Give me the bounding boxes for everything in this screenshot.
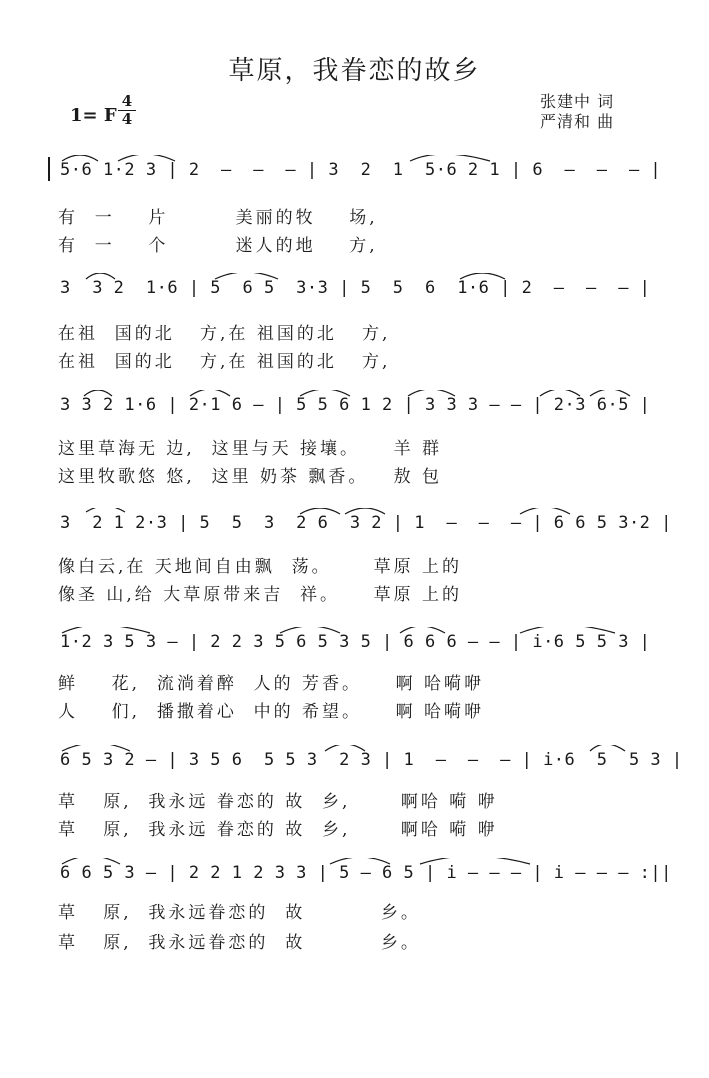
credits [540, 92, 614, 132]
notation-line: 3 2 1 2·3 | 5 5 3 2 6 3 2 | 1 — — — | 6 6 5 3·2 | [60, 513, 672, 533]
lyricist-credit: 张建中 词 [540, 92, 615, 111]
lyrics-verse-1: 有 一 片 美丽的牧 场, [58, 208, 378, 228]
time-signature [118, 93, 136, 128]
notation-line: 6 6 5 3 — | 2 2 1 2 3 3 | 5 — 6 5 | i — — — | i — — — :|| [60, 863, 672, 883]
lyrics-verse-2: 有 一 个 迷人的地 方, [58, 236, 378, 256]
song-title: 草原，我眷恋的故乡 [228, 56, 481, 86]
notation-line: 3 3 2 1·6 | 2·1 6 — | 5 5 6 1 2 | 3 3 3 — — | 2·3 6·5 | [60, 395, 651, 415]
lyrics-verse-1: 这里草海无 边, 这里与天 接壤。 羊 群 [58, 439, 443, 459]
lyrics-verse-1: 草 原, 我永远眷恋的 故 乡。 [58, 903, 421, 923]
lyrics-verse-1: 像白云,在 天地间自由飘 荡。 草原 上的 [58, 557, 463, 577]
lyrics-verse-2: 这里牧歌悠 悠, 这里 奶茶 飘香。 敖 包 [58, 467, 443, 487]
notation-line: 1·2 3 5 3 — | 2 2 3 5 6 5 3 5 | 6 6 6 — — | i·6 5 5 3 | [60, 632, 651, 652]
lyrics-verse-2: 在祖 国的北 方,在 祖国的北 方, [58, 352, 391, 372]
key-signature: 1= F [70, 105, 117, 126]
lyrics-verse-1: 鲜 花, 流淌着醉 人的 芳香。 啊 哈嗬咿 [58, 674, 485, 694]
left-barline [48, 157, 50, 181]
lyrics-verse-2: 像圣 山,给 大草原带来吉 祥。 草原 上的 [58, 585, 463, 605]
lyrics-verse-2: 草 原, 我永远 眷恋的 故 乡, 啊哈 嗬 咿 [58, 820, 498, 840]
lyrics-verse-1: 草 原, 我永远 眷恋的 故 乡, 啊哈 嗬 咿 [58, 792, 498, 812]
meter-top: 4 [121, 92, 133, 110]
notation-line: 5·6 1·2 3 | 2 — — — | 3 2 1 5·6 2 1 | 6 — — — | [60, 160, 662, 180]
composer-credit: 严清和 曲 [540, 112, 615, 131]
meter-bottom: 4 [118, 110, 136, 128]
lyrics-verse-2: 草 原, 我永远眷恋的 故 乡。 [58, 933, 421, 953]
notation-line: 6 5 3 2 — | 3 5 6 5 5 3 2 3 | 1 — — — | i·6 5 5 3 | [60, 750, 683, 770]
notation-line: 3 3 2 1·6 | 5 6 5 3·3 | 5 5 6 1·6 | 2 — — — | [60, 278, 651, 298]
lyrics-verse-2: 人 们, 播撒着心 中的 希望。 啊 哈嗬咿 [58, 702, 485, 722]
lyrics-verse-1: 在祖 国的北 方,在 祖国的北 方, [58, 324, 391, 344]
